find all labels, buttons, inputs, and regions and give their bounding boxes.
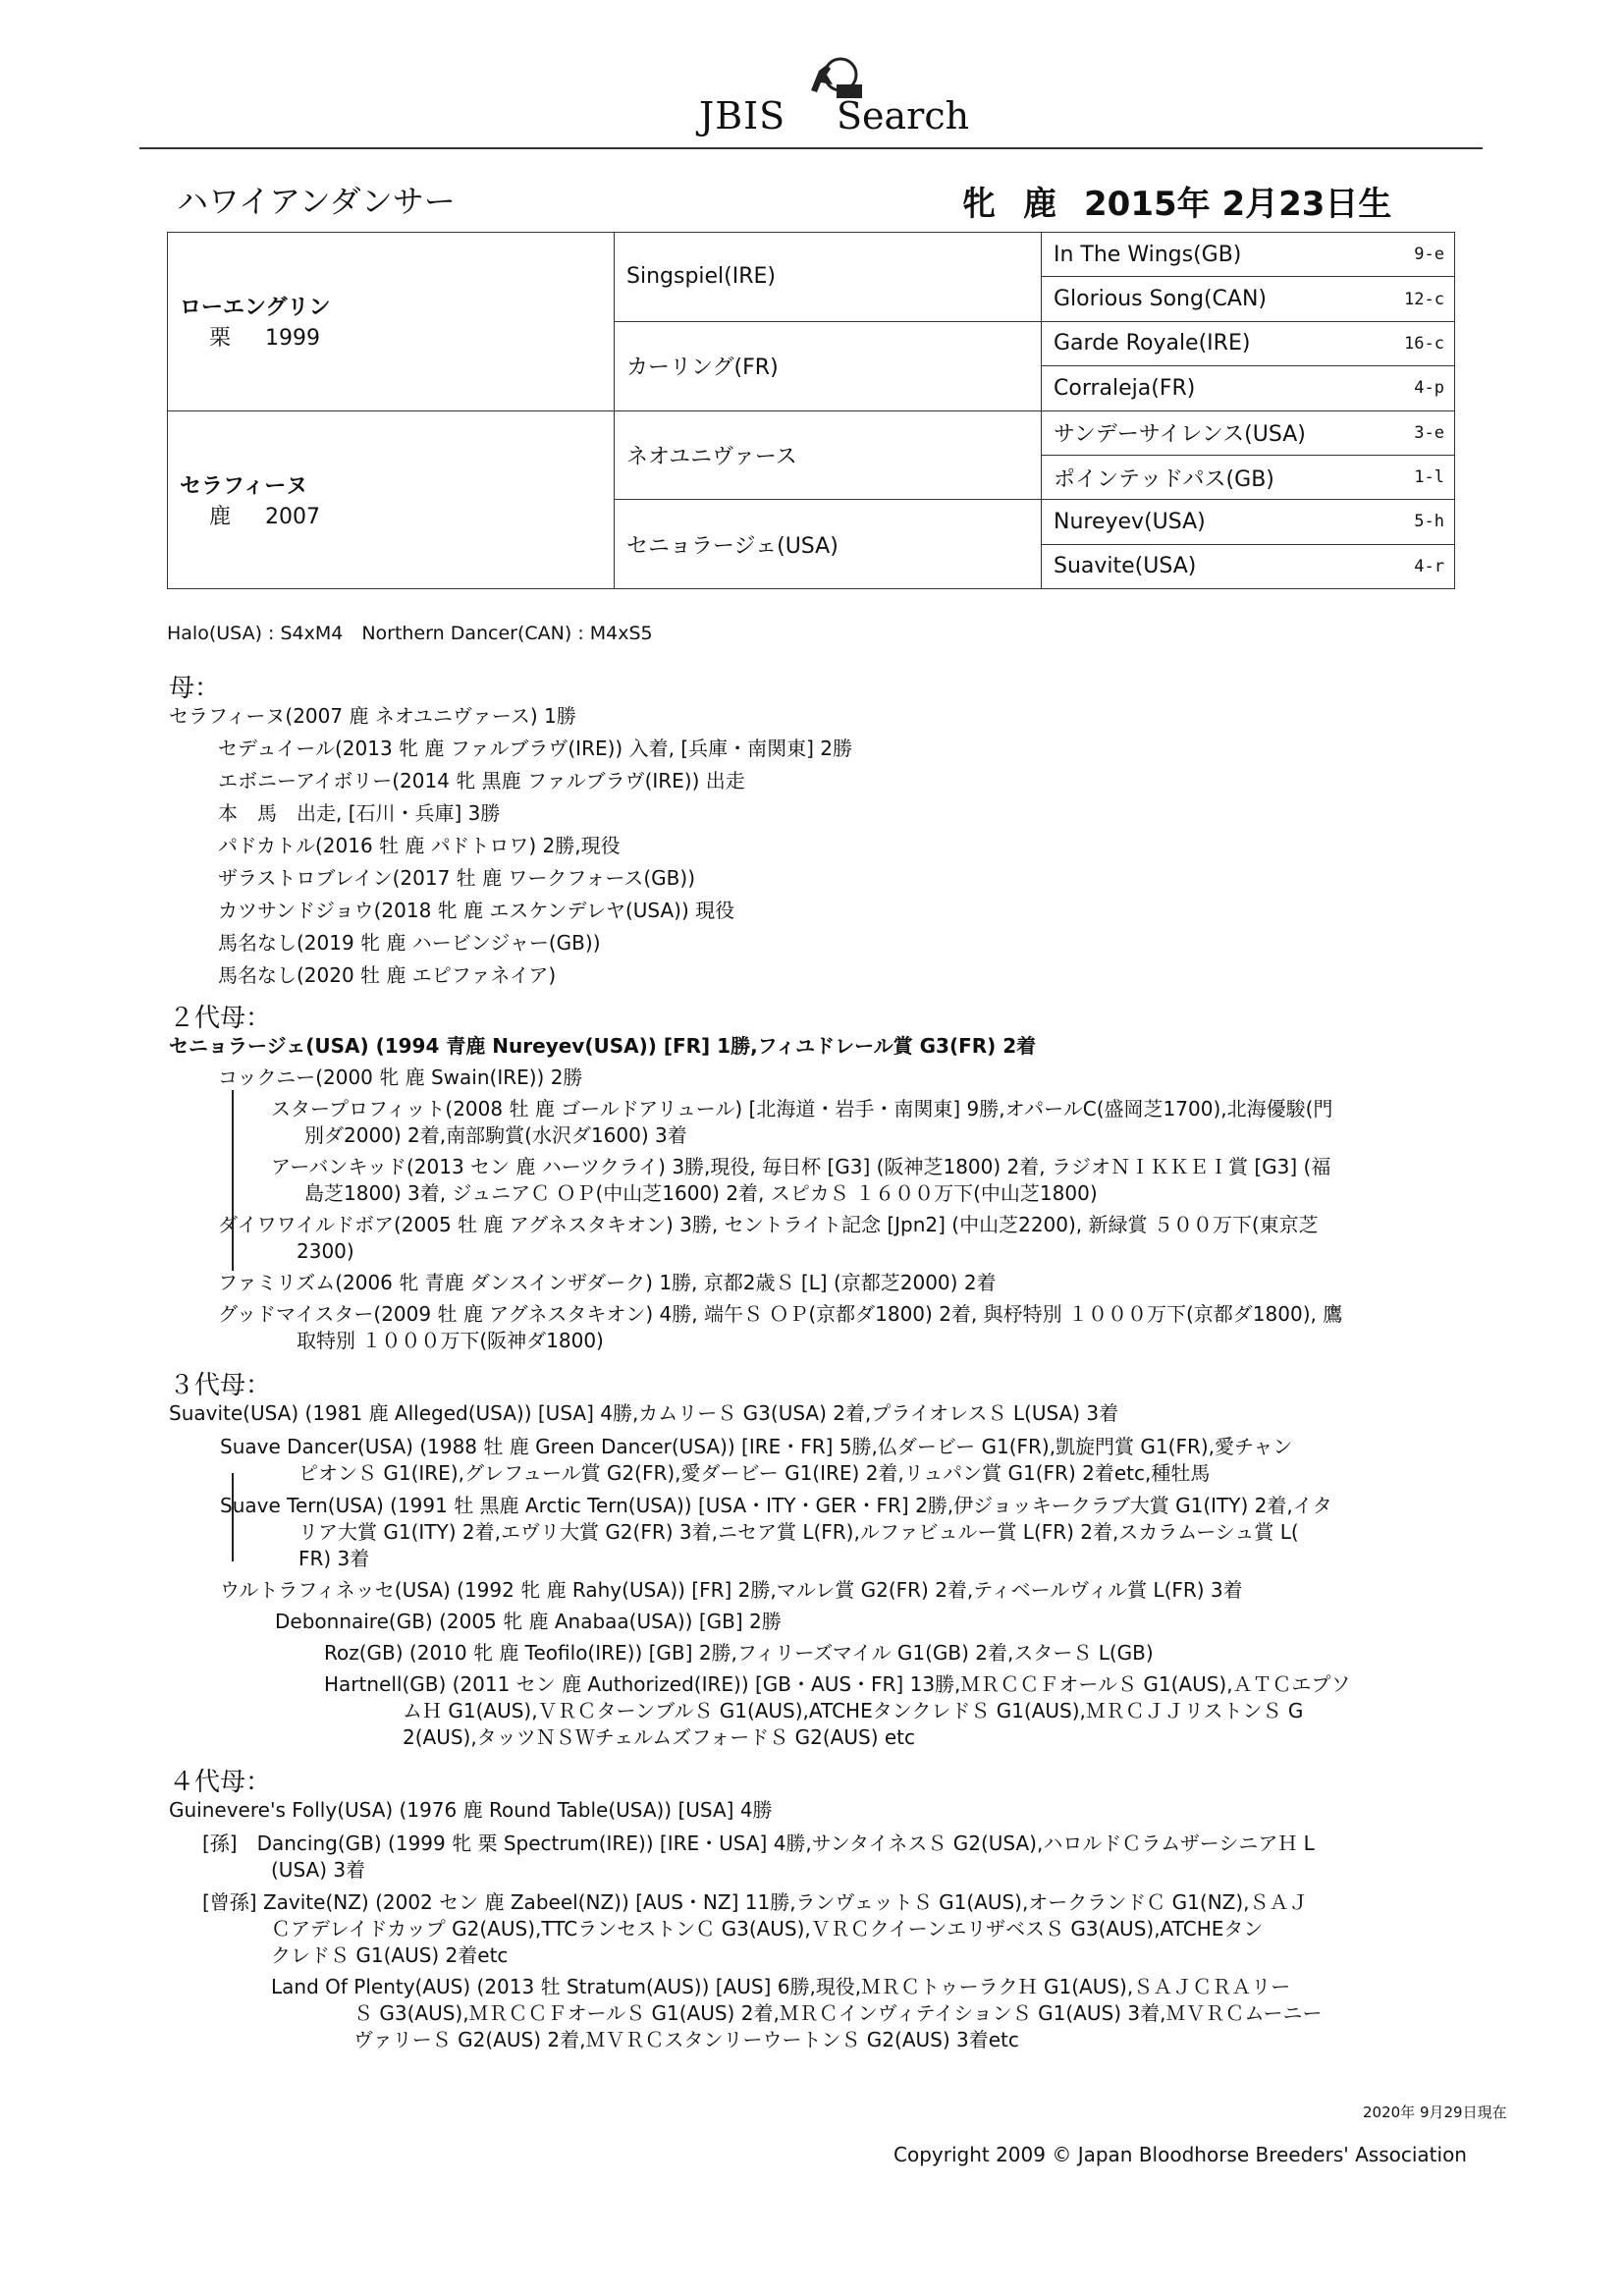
family-line: 別ダ2000) 2着,南部駒賞(水沢ダ1600) 3着 xyxy=(304,1123,687,1147)
family-line: [曾孫] Zavite(NZ) (2002 セン 鹿 Zabeel(NZ)) [AUS・NZ] 11勝,ランヴェットＳ G1(AUS),オークランドＣ G1(NZ),ＳＡＪ xyxy=(202,1890,1309,1914)
family-line: 2(AUS),タッツＮＳＷチェルムズフォードＳ G2(AUS) etc xyxy=(403,1725,916,1749)
pedigree-sire xyxy=(168,233,615,411)
family-line: Suave Dancer(USA) (1988 牡 鹿 Green Dancer(USA)) [IRE・FR] 5勝,仏ダービー G1(FR),凱旋門賞 G1(FR),愛チャン xyxy=(220,1435,1293,1458)
family-line: FR) 3着 xyxy=(298,1547,370,1570)
family-line: ヴァリーＳ G2(AUS) 2着,ＭＶＲＣスタンリーウートンＳ G2(AUS) 3着etc xyxy=(353,2028,1019,2051)
family-line: スタープロフィット(2008 牡 鹿 ゴールドアリュール) [北海道・岩手・南関東] 9勝,オパールC(盛岡芝1700),北海優駿(門 xyxy=(271,1097,1333,1121)
pedigree-g2-cell: ネオユニヴァース xyxy=(615,410,1042,500)
section-heading: ４代母： xyxy=(169,1768,272,1797)
inbreeding-note: Halo(USA) : S4xM4 Northern Dancer(CAN) : M4xS5 xyxy=(167,623,653,644)
horse-name: ハワイアンダンサー xyxy=(177,183,456,220)
horse-sex: 牝 xyxy=(962,185,996,224)
family-line: ダイワワイルドボア(2005 牡 鹿 アグネスタキオン) 3勝, セントライト記念 [Jpn2] (中山芝2200), 新緑賞 ５００万下(東京芝 xyxy=(218,1213,1319,1236)
pedigree-g3-cell: Suavite(USA) 4-r xyxy=(1042,544,1455,588)
family-line: カツサンドジョウ(2018 牝 鹿 エスケンデレヤ(USA)) 現役 xyxy=(218,899,735,922)
horse-birthdate: 2015年 2月23日生 xyxy=(1084,185,1392,224)
sire-color: 栗 xyxy=(209,326,232,352)
logo-search-text: Search xyxy=(837,94,970,137)
family-line: パドカトル(2016 牡 鹿 パドトロワ) 2勝,現役 xyxy=(218,834,621,857)
family-line: 取特別 １０００万下(阪神ダ1800) xyxy=(297,1329,604,1352)
pedigree-table xyxy=(167,232,1455,589)
pedigree-g3-cell: Glorious Song(CAN) 12-c xyxy=(1042,277,1455,321)
family-line: Roz(GB) (2010 牝 鹿 Teofilo(IRE)) [GB] 2勝,フィリーズマイル G1(GB) 2着,スターＳ L(GB) xyxy=(324,1641,1154,1665)
pedigree-g2-cell: カーリング(FR) xyxy=(615,321,1042,410)
pedigree-g3-cell: サンデーサイレンス(USA) 3-e xyxy=(1042,410,1455,455)
family-line: グッドマイスター(2009 牡 鹿 アグネスタキオン) 4勝, 端午Ｓ ＯＰ(京都ダ1800) 2着, 與杼特別 １０００万下(京都ダ1800), 鷹 xyxy=(218,1302,1343,1326)
as-of-date: 2020年 9月29日現在 xyxy=(1363,2104,1507,2121)
family-line: [孫] Dancing(GB) (1999 牝 栗 Spectrum(IRE)) [IRE・USA] 4勝,サンタイネスＳ G2(USA),ハロルドＣラムザーシニアＨ L xyxy=(202,1831,1315,1855)
jbis-search-logo xyxy=(699,51,970,141)
family-line: ウルトラフィネッセ(USA) (1992 牝 鹿 Rahy(USA)) [FR] 2勝,マルレ賞 G2(FR) 2着,ティベールヴィル賞 L(FR) 3着 xyxy=(220,1578,1243,1602)
family-line: アーバンキッド(2013 セン 鹿 ハーツクライ) 3勝,現役, 毎日杯 [G3] (阪神芝1800) 2着, ラジオＮＩＫＫＥＩ賞 [G3] (福 xyxy=(271,1155,1331,1178)
dam-year: 2007 xyxy=(265,504,321,529)
family-line: コックニー(2000 牝 鹿 Swain(IRE)) 2勝 xyxy=(218,1066,583,1089)
family-line: Land Of Plenty(AUS) (2013 牡 Stratum(AUS)) [AUS] 6勝,現役,ＭＲＣトゥーラクＨ G1(AUS),ＳＡＪＣＲＡリー xyxy=(271,1975,1291,1998)
family-line: 馬名なし(2019 牝 鹿 ハービンジャー(GB)) xyxy=(218,931,601,955)
pedigree-g3-cell: In The Wings(GB) 9-e xyxy=(1042,233,1455,277)
pedigree-g3-cell: Garde Royale(IRE) 16-c xyxy=(1042,321,1455,365)
pedigree-dam xyxy=(168,410,615,589)
family-line: セデュイール(2013 牝 鹿 ファルブラヴ(IRE)) 入着, [兵庫・南関東] 2勝 xyxy=(218,737,852,760)
family-line: セラフィーヌ(2007 鹿 ネオユニヴァース) 1勝 xyxy=(169,704,576,728)
horse-info xyxy=(962,177,1419,225)
logo-jbis-text: JBIS xyxy=(699,94,786,137)
family-line: 島芝1800) 3着, ジュニアＣ ＯＰ(中山芝1600) 2着, スピカＳ １６００万下(中山芝1800) xyxy=(304,1181,1098,1205)
pedigree-g2-cell: Singspiel(IRE) xyxy=(615,233,1042,322)
dam-color: 鹿 xyxy=(209,504,232,529)
family-line: 本 馬 出走, [石川・兵庫] 3勝 xyxy=(218,801,501,825)
family-line: ムＨ G1(AUS),ＶＲＣターンブルＳ G1(AUS),ATCHEタンクレドＳ G1(AUS),ＭＲＣＪＪリストンＳ G xyxy=(403,1699,1304,1722)
family-line: Suave Tern(USA) (1991 牡 黒鹿 Arctic Tern(USA)) [USA・ITY・GER・FR] 2勝,伊ジョッキークラブ大賞 G1(ITY) 2着,イタ xyxy=(220,1494,1332,1517)
family-line: Debonnaire(GB) (2005 牝 鹿 Anabaa(USA)) [GB] 2勝 xyxy=(275,1610,782,1633)
family-line: Ｃアデレイドカップ G2(AUS),TTCランセストンＣ G3(AUS),ＶＲＣクイーンエリザベスＳ G3(AUS),ATCHEタン xyxy=(271,1917,1264,1941)
copyright: Copyright 2009 © Japan Bloodhorse Breeders' Association xyxy=(893,2143,1467,2166)
family-line: Suavite(USA) (1981 鹿 Alleged(USA)) [USA] 4勝,カムリーＳ G3(USA) 2着,プライオレスＳ L(USA) 3着 xyxy=(169,1401,1119,1425)
horse-logo-icon xyxy=(797,51,866,100)
section-heading: ２代母： xyxy=(169,1004,272,1033)
family-line: リア大賞 G1(ITY) 2着,エヴリ大賞 G2(FR) 3着,ニセア賞 L(FR),ルファビュルー賞 L(FR) 2着,スカラムーシュ賞 L( xyxy=(298,1520,1299,1544)
pedigree-g3-cell: Corraleja(FR) 4-p xyxy=(1042,366,1455,410)
section-heading: ３代母： xyxy=(169,1371,272,1400)
sire-name: ローエングリン xyxy=(180,296,331,321)
dam-name: セラフィーヌ xyxy=(180,473,308,499)
family-line: ファミリズム(2006 牝 青鹿 ダンスインザダーク) 1勝, 京都2歳Ｓ [L] (京都芝2000) 2着 xyxy=(218,1271,997,1294)
family-line: Guinevere's Folly(USA) (1976 鹿 Round Table(USA)) [USA] 4勝 xyxy=(169,1798,773,1822)
family-line: クレドＳ G1(AUS) 2着etc xyxy=(271,1943,509,1967)
family-line: ピオンＳ G1(IRE),グレフュール賞 G2(FR),愛ダービー G1(IRE) 2着,リュパン賞 G1(FR) 2着etc,種牡馬 xyxy=(298,1461,1211,1485)
header-rule xyxy=(139,147,1483,149)
family-line: 2300) xyxy=(297,1239,354,1263)
section-heading: 母： xyxy=(169,674,221,703)
family-line: エボニーアイボリー(2014 牝 黒鹿 ファルブラヴ(IRE)) 出走 xyxy=(218,769,745,793)
family-line: セニョラージェ(USA) (1994 青鹿 Nureyev(USA)) [FR] 1勝,フィユドレール賞 G3(FR) 2着 xyxy=(169,1034,1037,1058)
sire-year: 1999 xyxy=(265,326,321,352)
pedigree-g3-cell: ポインテッドパス(GB) 1-l xyxy=(1042,455,1455,499)
family-line: (USA) 3着 xyxy=(271,1858,366,1882)
family-line: ザラストロブレイン(2017 牡 鹿 ワークフォース(GB)) xyxy=(218,866,696,890)
family-line: 馬名なし(2020 牡 鹿 エピファネイア) xyxy=(218,963,557,987)
horse-color: 鹿 xyxy=(1023,185,1056,224)
family-line: Ｓ G3(AUS),ＭＲＣＣＦオールＳ G1(AUS) 2着,ＭＲＣインヴィテイションＳ G1(AUS) 3着,ＭＶＲＣムーニー xyxy=(353,2001,1323,2025)
family-bracket xyxy=(232,1090,234,1271)
pedigree-g3-cell: Nureyev(USA) 5-h xyxy=(1042,500,1455,544)
family-line: Hartnell(GB) (2011 セン 鹿 Authorized(IRE)) [GB・AUS・FR] 13勝,ＭＲＣＣＦオールＳ G1(AUS),ＡＴＣエプソ xyxy=(324,1672,1351,1696)
pedigree-g2-cell: セニョラージェ(USA) xyxy=(615,500,1042,589)
